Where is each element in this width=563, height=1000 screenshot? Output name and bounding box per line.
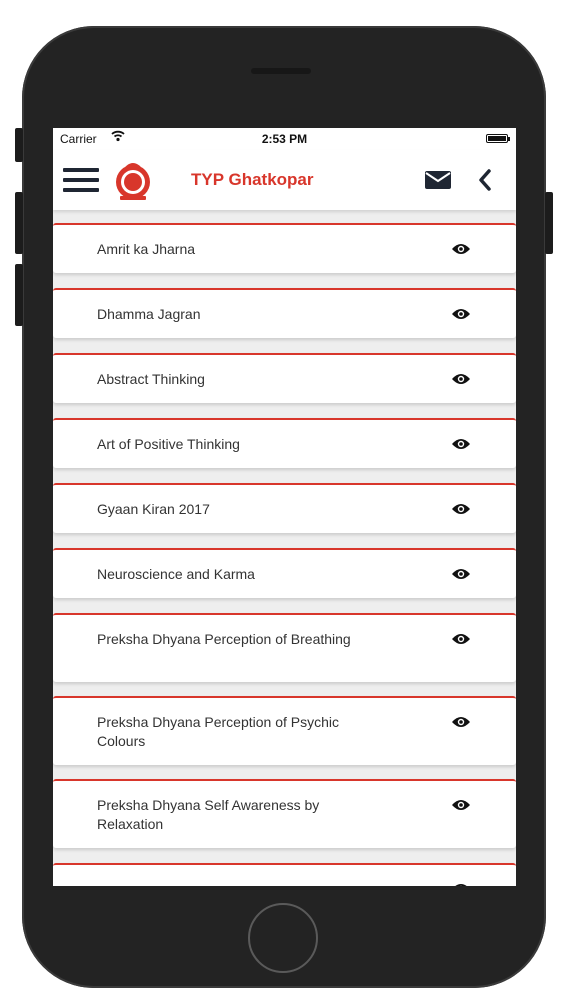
eye-icon[interactable] <box>451 632 471 646</box>
chevron-left-icon[interactable] <box>477 168 493 192</box>
eye-icon[interactable] <box>451 882 471 886</box>
list-item[interactable] <box>53 613 516 682</box>
list-item-label: Preksha Dhyana Perception of Breathing <box>97 631 351 647</box>
volume-up-button <box>15 192 23 254</box>
eye-icon[interactable] <box>451 307 471 321</box>
eye-icon[interactable] <box>451 567 471 581</box>
eye-icon[interactable] <box>451 502 471 516</box>
speaker <box>251 68 311 74</box>
list-item-label: Neuroscience and Karma <box>97 566 255 582</box>
app-title: TYP Ghatkopar <box>191 170 314 189</box>
app-screen <box>53 128 516 886</box>
list-item[interactable] <box>53 863 516 886</box>
list-item[interactable] <box>53 418 516 468</box>
list-item-label: Dhamma Jagran <box>97 306 201 322</box>
status-bar <box>53 128 516 150</box>
eye-icon[interactable] <box>451 242 471 256</box>
eye-icon[interactable] <box>451 372 471 386</box>
eye-icon[interactable] <box>451 798 471 812</box>
list-item-label: Abstract Thinking <box>97 371 205 387</box>
battery-icon <box>486 134 508 143</box>
eye-icon[interactable] <box>451 437 471 451</box>
mail-icon[interactable] <box>425 171 451 189</box>
power-button <box>545 192 553 254</box>
home-button[interactable] <box>248 903 318 973</box>
status-time: 2:53 PM <box>261 132 308 146</box>
list-item-label: Preksha Dhyana Perception of Psychic Colours <box>97 714 340 749</box>
list-item-label: Preksha Dhyana Self Awareness by Relaxation <box>97 797 320 832</box>
list-item-label: Art of Positive Thinking <box>97 436 240 452</box>
volume-down-button <box>15 264 23 326</box>
list-item[interactable] <box>53 223 516 273</box>
list-item-label: Amrit ka Jharna <box>97 241 196 257</box>
list-item-label: Gyaan Kiran 2017 <box>97 501 210 517</box>
list-item[interactable] <box>53 696 516 765</box>
list-item[interactable] <box>53 779 516 848</box>
logo <box>111 158 155 202</box>
app-header <box>53 150 516 210</box>
mute-switch <box>15 128 23 162</box>
carrier-label: Carrier <box>60 132 97 146</box>
list-item[interactable] <box>53 353 516 403</box>
list-item[interactable] <box>53 288 516 338</box>
list-item[interactable] <box>53 483 516 533</box>
hamburger-menu-icon[interactable] <box>63 168 99 194</box>
eye-icon[interactable] <box>451 715 471 729</box>
list-item[interactable] <box>53 548 516 598</box>
